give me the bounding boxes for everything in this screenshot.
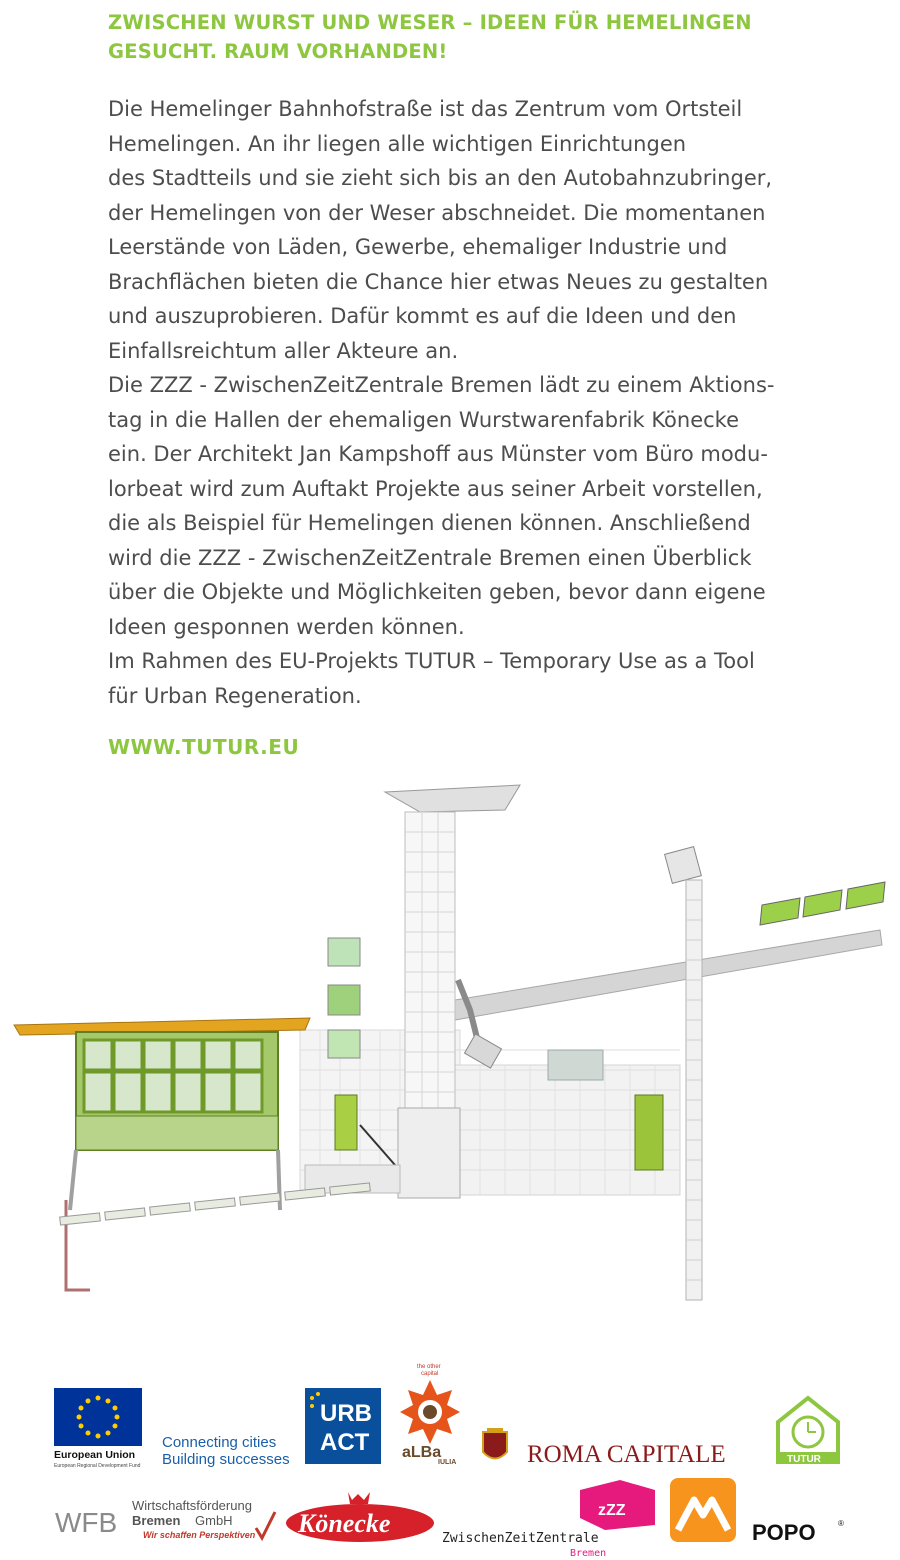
urbact-line-1: URB	[320, 1400, 372, 1427]
eu-sub: European Regional Development Fund	[54, 1463, 141, 1469]
skylights	[760, 882, 885, 925]
headline	[108, 8, 848, 66]
urbact-logo	[305, 1388, 381, 1464]
alba-top-2: capital	[421, 1371, 439, 1377]
wfb-logo	[55, 1498, 275, 1540]
wfb-line-2b: GmbH	[195, 1513, 233, 1528]
tutur-logo	[776, 1398, 840, 1465]
body-text	[108, 92, 848, 713]
factory-collage-image	[0, 770, 900, 1310]
crown-icon	[348, 1492, 370, 1504]
tutur-text: TUTUR	[787, 1454, 821, 1465]
partner-logos	[0, 1350, 900, 1560]
alba-top-1: the other	[417, 1364, 441, 1370]
konecke-logo	[285, 1492, 435, 1543]
ceiling-beam	[455, 930, 882, 1020]
light-fixtures	[60, 1183, 371, 1225]
wfb-tagline: Wir schaffen Perspektiven	[143, 1530, 256, 1540]
zzz-logo	[442, 1480, 655, 1559]
wfb-mark: WFB	[55, 1507, 118, 1538]
urbact-line-2: ACT	[320, 1429, 370, 1456]
alba-sub: IULIA	[438, 1459, 457, 1466]
wfb-line-2: Bremen	[132, 1513, 181, 1528]
zzz-name: ZwischenZeitZentrale	[442, 1531, 599, 1546]
headline-line-1: ZWISCHEN WURST UND WESER – IDEEN FÜR HEMELINGEN	[108, 11, 752, 34]
roma-shield-icon	[483, 1428, 507, 1459]
green-cabin	[14, 1018, 310, 1290]
alba-iulia-logo	[393, 1362, 467, 1466]
alba-name: aLBa	[402, 1444, 442, 1461]
zzz-mark: zZZ	[598, 1502, 626, 1519]
konecke-text: Könecke	[298, 1509, 391, 1538]
zzz-city: Bremen	[570, 1548, 607, 1559]
paragraph-2: Die ZZZ - ZwischenZeitZentrale Bremen lädt zu einem Aktions- tag in die Hallen der ehemaligen Wurstwarenfabrik Könecke ein. Der Architekt Jan Kampshoff aus Münster vom Büro modu- lorbeat wird zum Auftakt Projekte aus seiner Arbeit vorstellen, die als Beispiel für Hemelingen dienen können. Anschließend wird die ZZZ - ZwischenZeitZentrale Bremen einen Überblick über die Objekte und Möglichkeiten geben, bevor dann eigene Ideen gesponnen werden können.	[108, 373, 775, 639]
eu-name: European Union	[54, 1449, 136, 1461]
paragraph-1: Die Hemelinger Bahnhofstraße ist das Zentrum vom Ortsteil Hemelingen. An ihr liegen alle wichtigen Einrichtungen des Stadtteils und sie zieht sich bis an den Autobahnzubringer, der Hemelingen von der Weser abschneidet. Die momentanen Leerstände von Läden, Gewerbe, ehemaliger Industrie und Brachflächen bieten die Chance hier etwas Neues zu gestalten und auszuprobieren. Dafür kommt es auf die Ideen und den Einfallsreichtum aller Akteure an.	[108, 97, 773, 363]
popo-text: POPO	[752, 1520, 816, 1545]
headline-line-2: GESUCHT. RAUM VORHANDEN!	[108, 40, 448, 63]
connecting-line-2: Building successes	[162, 1451, 290, 1468]
eu-logo	[54, 1388, 142, 1469]
orange-sign-logo	[670, 1478, 736, 1542]
website-link[interactable]: WWW.TUTUR.EU	[108, 735, 300, 759]
checkmark-icon	[256, 1512, 275, 1538]
wfb-line-1: Wirtschaftsförderung	[132, 1498, 252, 1513]
roma-capitale-text: ROMA CAPITALE	[527, 1441, 726, 1468]
connecting-line-1: Connecting cities	[162, 1434, 277, 1451]
registered-icon: ®	[838, 1519, 844, 1528]
paragraph-3: Im Rahmen des EU-Projekts TUTUR – Temporary Use as a Tool für Urban Regeneration.	[108, 649, 755, 708]
